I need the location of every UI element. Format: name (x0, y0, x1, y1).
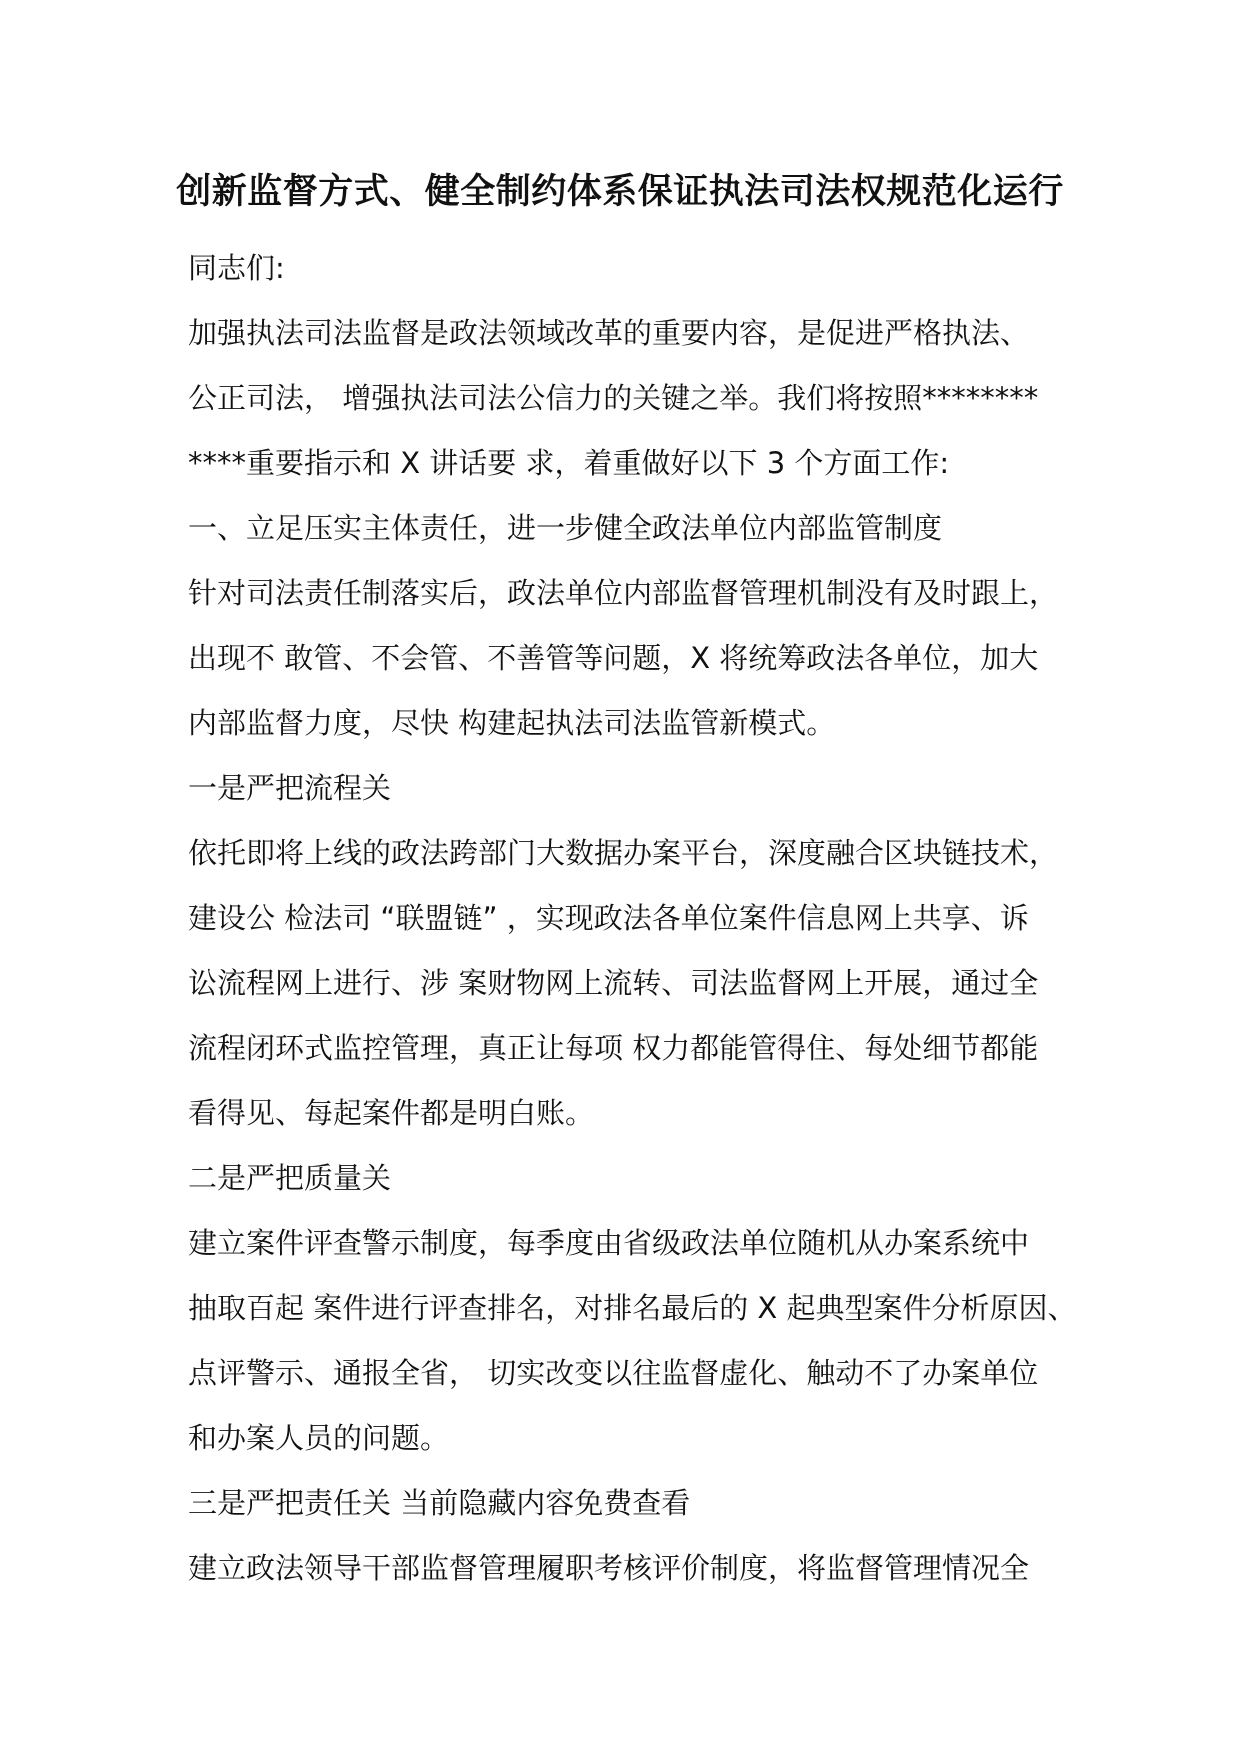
paragraph-line: 加强执法司法监督是政法领域改革的重要内容，是促进严格执法、 (188, 316, 1030, 350)
paragraph-line: 公正司法， 增强执法司法公信力的关键之举。我们将按照******** (188, 381, 1039, 415)
paragraph-line: 建立政法领导干部监督管理履职考核评价制度，将监督管理情况全 (188, 1551, 1030, 1585)
paragraph-line: 建设公 检法司 “联盟链” ，实现政法各单位案件信息网上共享、诉 (188, 901, 1029, 935)
document-title: 创新监督方式、健全制约体系保证执法司法权规范化运行 (176, 172, 1064, 212)
paragraph-line: 针对司法责任制落实后，政法单位内部监督管理机制没有及时跟上， (188, 576, 1059, 610)
paragraph-line: ****重要指示和 X 讲话要 求，着重做好以下 3 个方面工作: (188, 446, 950, 480)
paragraph-line: 讼流程网上进行、涉 案财物网上流转、司法监督网上开展，通过全 (188, 966, 1039, 1000)
section-heading: 一、立足压实主体责任，进一步健全政法单位内部监管制度 (188, 511, 943, 545)
paragraph-line: 点评警示、通报全省， 切实改变以往监督虚化、触动不了办案单位 (188, 1356, 1039, 1390)
document-body (188, 236, 1088, 1601)
paragraph-line: 内部监督力度，尽快 构建起执法司法监管新模式。 (188, 706, 836, 740)
paragraph-line: 看得见、每起案件都是明白账。 (188, 1096, 595, 1130)
paragraph-line: 出现不 敢管、不会管、不善管等问题，X 将统筹政法各单位，加大 (188, 641, 1039, 675)
paragraph-line: 和办案人员的问题。 (188, 1421, 450, 1455)
paragraph-line: 依托即将上线的政法跨部门大数据办案平台，深度融合区块链技术， (188, 836, 1059, 870)
subsection-heading: 二是严把质量关 (188, 1161, 392, 1195)
salutation: 同志们: (188, 251, 285, 285)
subsection-heading: 一是严把流程关 (188, 771, 392, 805)
paragraph-line: 流程闭环式监控管理，真正让每项 权力都能管得住、每处细节都能 (188, 1031, 1039, 1065)
paragraph-line: 建立案件评查警示制度，每季度由省级政法单位随机从办案系统中 (188, 1226, 1030, 1260)
paragraph-line: 抽取百起 案件进行评查排名，对排名最后的 X 起典型案件分析原因、 (188, 1291, 1077, 1325)
subsection-heading: 三是严把责任关 当前隐藏内容免费查看 (188, 1486, 691, 1520)
